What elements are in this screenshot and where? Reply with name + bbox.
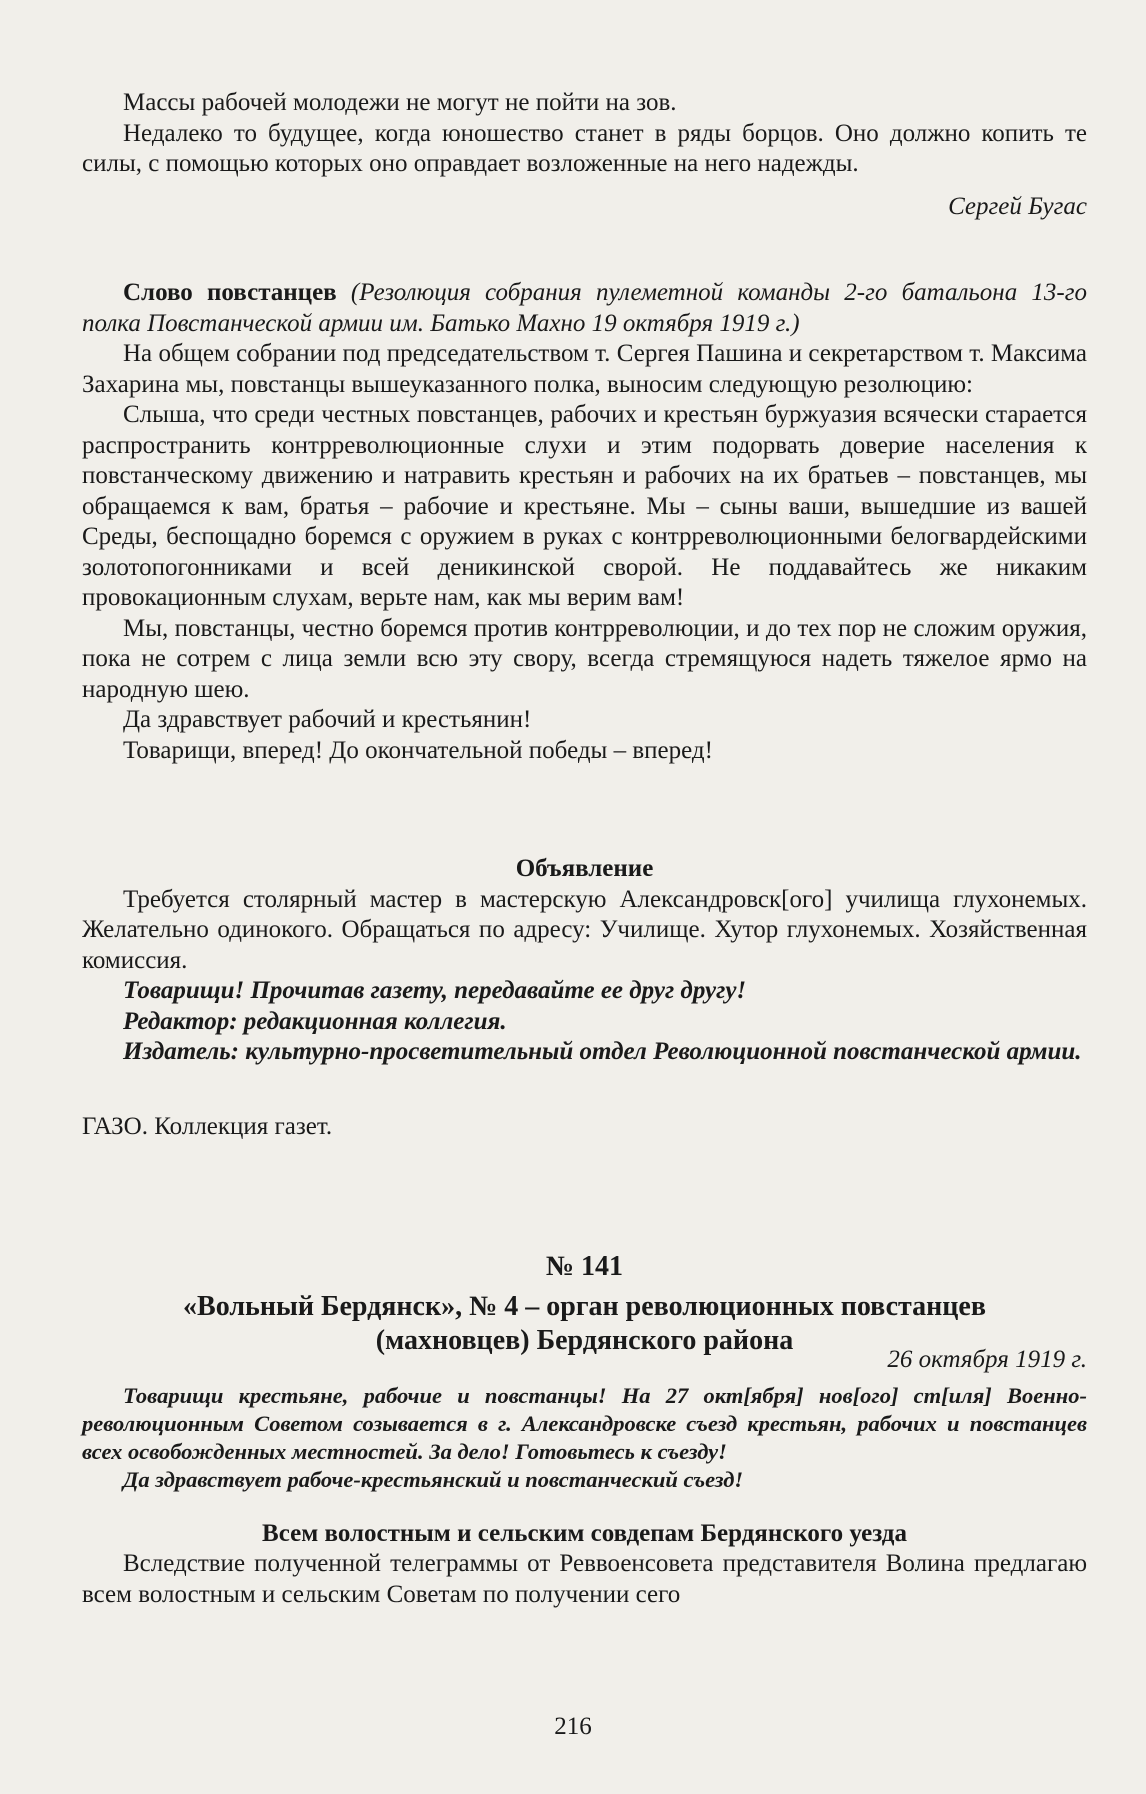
document-title: «Вольный Бердянск», № 4 – орган революционных повстанцев (махновцев) Бердянского района: [183, 1291, 986, 1356]
resolution-section: [82, 278, 1087, 766]
paragraph: Требуется столярный мастер в мастерскую Александровск[ого] училища глухонемых. Желательно одинокого. Обращаться по адресу: Училище. Хутор глухонемых. Хозяйственная комиссия.: [82, 885, 1087, 974]
resolution-subtitle: (Резолюция собрания пулеметной команды 2-го батальона 13-го полка Повстанческой армии им. Батько Махно 19 октября 1919 г.): [82, 279, 1088, 337]
resolution-title: Слово повстанцев: [123, 279, 337, 306]
paragraph: Товарищи! Прочитав газету, передавайте ее друг другу!: [123, 977, 747, 1004]
page-number: 216: [554, 1713, 592, 1740]
source-note: [82, 1112, 1087, 1143]
announcement-title: Объявление: [515, 855, 654, 882]
paragraph: Массы рабочей молодежи не могут не пойти на зов.: [123, 89, 677, 116]
paragraph: Редактор: редакционная коллегия.: [123, 1007, 507, 1035]
document-141: [82, 1250, 1087, 1358]
paragraph: Мы, повстанцы, честно боремся против контрреволюции, и до тех пор не сложим оружия, пока не сотрем с лица земли всю эту свору, всегда стремящуюся надеть тяжелое ярмо на народную шею.: [82, 614, 1087, 703]
paragraph: Издатель: культурно-просветительный отдел Революционной повстанческой армии.: [123, 1038, 1082, 1065]
paragraph: На общем собрании под председательством т. Сергея Пашина и секретарством т. Максима Захарина мы, повстанцы вышеуказанного полка, выносим следующую резолюцию:: [82, 340, 1087, 398]
announcement-section: [82, 854, 1087, 1068]
slogans: [82, 1382, 1087, 1494]
document-141-body: [82, 1345, 1087, 1610]
author-signature: Сергей Бугас: [948, 192, 1087, 220]
paragraph: Да здравствует рабоче-крестьянский и повстанческий съезд!: [123, 1466, 744, 1492]
paragraph: Недалеко то будущее, когда юношество станет в ряды борцов. Оно должно копить те силы, с помощью которых оно оправдает возложенные на него надежды.: [82, 119, 1087, 177]
source-text: ГАЗО. Коллекция газет.: [82, 1113, 333, 1140]
document-date: 26 октября 1919 г.: [887, 1346, 1087, 1373]
top-section: [82, 88, 1087, 222]
paragraph: Слыша, что среди честных повстанцев, рабочих и крестьян буржуазия всячески старается распространить контрреволюционные слухи и этим подорвать доверие населения к повстанческому движению и натравить крестьян и рабочих на их братьев – повстанцев, мы обращаемся к вам, братья – рабочие и крестьяне. Мы – сыны ваши, вышедшие из вашей Среды, беспощадно боремся с оружием в руках с контрреволюционными белогвардейскими золотопогонниками и всей деникинской сворой. Не поддавайтесь же никаким провокационным слухам, верьте нам, как мы верим вам!: [82, 401, 1087, 611]
paragraph: Вследствие полученной телеграммы от Реввоенсовета представителя Волина предлагаю всем волостным и сельским Советам по получении сего: [82, 1550, 1087, 1608]
paragraph: Да здравствует рабочий и крестьянин!: [123, 706, 532, 733]
subheading: Всем волостным и сельским совдепам Бердянского уезда: [262, 1519, 907, 1547]
paragraph: Товарищи крестьяне, рабочие и повстанцы! На 27 окт[ября] нов[ого] ст[иля] Военно-революционным Советом созывается в г. Александровске съезд крестьян, рабочих и повстанцев всех освобожденных местностей. За дело! Готовьтесь к съезду!: [82, 1382, 1087, 1464]
document-number: № 141: [545, 1251, 624, 1282]
resolution-heading: [82, 278, 1087, 339]
paragraph: Товарищи, вперед! До окончательной победы – вперед!: [123, 736, 713, 764]
